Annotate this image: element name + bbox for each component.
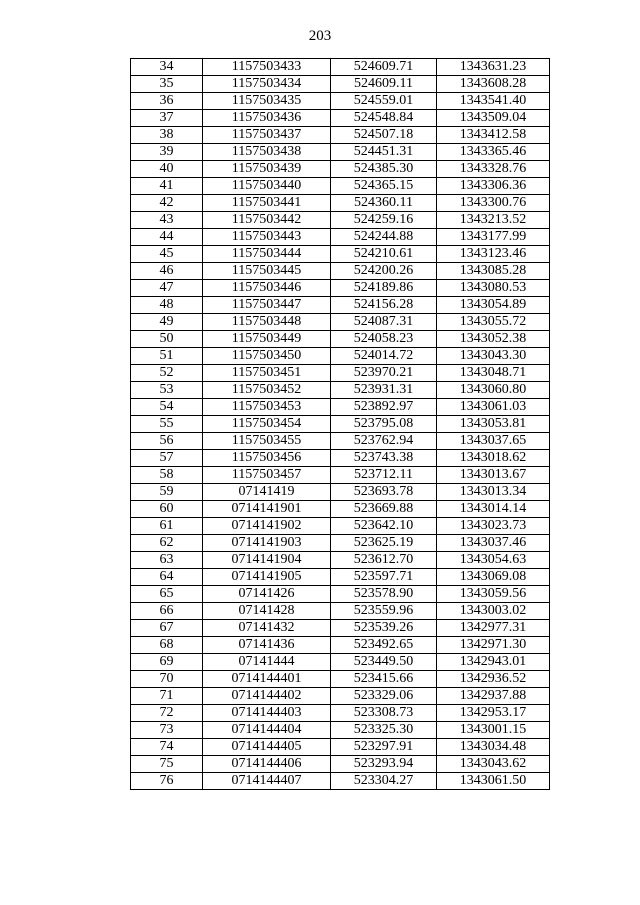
point-id-cell: 1157503455 <box>203 433 331 450</box>
table-row <box>131 195 550 212</box>
y-coordinate-cell: 1342937.88 <box>437 688 550 705</box>
y-coordinate-cell: 1343061.50 <box>437 773 550 790</box>
row-number-cell: 64 <box>131 569 203 586</box>
table-row <box>131 399 550 416</box>
y-coordinate-cell: 1343014.14 <box>437 501 550 518</box>
row-number-cell: 53 <box>131 382 203 399</box>
point-id-cell: 1157503440 <box>203 178 331 195</box>
x-coordinate-cell: 524609.11 <box>331 76 437 93</box>
table-row <box>131 229 550 246</box>
point-id-cell: 07141436 <box>203 637 331 654</box>
table-row <box>131 620 550 637</box>
table-row <box>131 416 550 433</box>
y-coordinate-cell: 1343003.02 <box>437 603 550 620</box>
x-coordinate-cell: 523308.73 <box>331 705 437 722</box>
table-row <box>131 110 550 127</box>
table-row <box>131 756 550 773</box>
y-coordinate-cell: 1343631.23 <box>437 59 550 76</box>
y-coordinate-cell: 1342943.01 <box>437 654 550 671</box>
table-row <box>131 501 550 518</box>
table-row <box>131 467 550 484</box>
y-coordinate-cell: 1343048.71 <box>437 365 550 382</box>
table-row <box>131 654 550 671</box>
row-number-cell: 73 <box>131 722 203 739</box>
x-coordinate-cell: 523597.71 <box>331 569 437 586</box>
x-coordinate-cell: 524244.88 <box>331 229 437 246</box>
y-coordinate-cell: 1342977.31 <box>437 620 550 637</box>
y-coordinate-cell: 1343013.67 <box>437 467 550 484</box>
x-coordinate-cell: 523415.66 <box>331 671 437 688</box>
point-id-cell: 1157503437 <box>203 127 331 144</box>
table-row <box>131 569 550 586</box>
y-coordinate-cell: 1343060.80 <box>437 382 550 399</box>
row-number-cell: 37 <box>131 110 203 127</box>
point-id-cell: 07141426 <box>203 586 331 603</box>
row-number-cell: 59 <box>131 484 203 501</box>
x-coordinate-cell: 524385.30 <box>331 161 437 178</box>
x-coordinate-cell: 523795.08 <box>331 416 437 433</box>
x-coordinate-cell: 524014.72 <box>331 348 437 365</box>
x-coordinate-cell: 524559.01 <box>331 93 437 110</box>
y-coordinate-cell: 1343365.46 <box>437 144 550 161</box>
y-coordinate-cell: 1343412.58 <box>437 127 550 144</box>
row-number-cell: 57 <box>131 450 203 467</box>
point-id-cell: 1157503448 <box>203 314 331 331</box>
y-coordinate-cell: 1343059.56 <box>437 586 550 603</box>
point-id-cell: 1157503450 <box>203 348 331 365</box>
table-row <box>131 297 550 314</box>
x-coordinate-cell: 523492.65 <box>331 637 437 654</box>
table-row <box>131 671 550 688</box>
row-number-cell: 72 <box>131 705 203 722</box>
point-id-cell: 1157503433 <box>203 59 331 76</box>
point-id-cell: 0714141902 <box>203 518 331 535</box>
row-number-cell: 76 <box>131 773 203 790</box>
row-number-cell: 74 <box>131 739 203 756</box>
table-row <box>131 280 550 297</box>
table-row <box>131 637 550 654</box>
y-coordinate-cell: 1343043.30 <box>437 348 550 365</box>
x-coordinate-cell: 523539.26 <box>331 620 437 637</box>
table-row <box>131 365 550 382</box>
point-id-cell: 1157503446 <box>203 280 331 297</box>
point-id-cell: 1157503442 <box>203 212 331 229</box>
table-row <box>131 773 550 790</box>
y-coordinate-cell: 1343300.76 <box>437 195 550 212</box>
point-id-cell: 0714141905 <box>203 569 331 586</box>
table-row <box>131 603 550 620</box>
x-coordinate-cell: 523297.91 <box>331 739 437 756</box>
x-coordinate-cell: 524360.11 <box>331 195 437 212</box>
table-row <box>131 144 550 161</box>
row-number-cell: 52 <box>131 365 203 382</box>
y-coordinate-cell: 1343054.89 <box>437 297 550 314</box>
y-coordinate-cell: 1343177.99 <box>437 229 550 246</box>
point-id-cell: 1157503454 <box>203 416 331 433</box>
point-id-cell: 0714144406 <box>203 756 331 773</box>
point-id-cell: 1157503444 <box>203 246 331 263</box>
table-row <box>131 535 550 552</box>
table-row <box>131 127 550 144</box>
row-number-cell: 51 <box>131 348 203 365</box>
row-number-cell: 61 <box>131 518 203 535</box>
y-coordinate-cell: 1343509.04 <box>437 110 550 127</box>
point-id-cell: 1157503456 <box>203 450 331 467</box>
x-coordinate-cell: 523743.38 <box>331 450 437 467</box>
point-id-cell: 0714144402 <box>203 688 331 705</box>
x-coordinate-cell: 523612.70 <box>331 552 437 569</box>
row-number-cell: 75 <box>131 756 203 773</box>
row-number-cell: 63 <box>131 552 203 569</box>
table-row <box>131 59 550 76</box>
y-coordinate-cell: 1343023.73 <box>437 518 550 535</box>
y-coordinate-cell: 1343328.76 <box>437 161 550 178</box>
row-number-cell: 48 <box>131 297 203 314</box>
table-row <box>131 552 550 569</box>
row-number-cell: 62 <box>131 535 203 552</box>
table-row <box>131 161 550 178</box>
table-body <box>131 59 550 790</box>
table-row <box>131 212 550 229</box>
table-row <box>131 348 550 365</box>
point-id-cell: 1157503449 <box>203 331 331 348</box>
x-coordinate-cell: 523449.50 <box>331 654 437 671</box>
row-number-cell: 46 <box>131 263 203 280</box>
row-number-cell: 60 <box>131 501 203 518</box>
x-coordinate-cell: 523892.97 <box>331 399 437 416</box>
x-coordinate-cell: 523304.27 <box>331 773 437 790</box>
point-id-cell: 1157503441 <box>203 195 331 212</box>
table-row <box>131 246 550 263</box>
point-id-cell: 1157503451 <box>203 365 331 382</box>
row-number-cell: 47 <box>131 280 203 297</box>
x-coordinate-cell: 524365.15 <box>331 178 437 195</box>
table-row <box>131 263 550 280</box>
point-id-cell: 07141432 <box>203 620 331 637</box>
y-coordinate-cell: 1343013.34 <box>437 484 550 501</box>
row-number-cell: 38 <box>131 127 203 144</box>
page-number: 203 <box>308 28 332 44</box>
row-number-cell: 36 <box>131 93 203 110</box>
x-coordinate-cell: 524451.31 <box>331 144 437 161</box>
row-number-cell: 67 <box>131 620 203 637</box>
point-id-cell: 0714141904 <box>203 552 331 569</box>
x-coordinate-cell: 523931.31 <box>331 382 437 399</box>
y-coordinate-cell: 1343018.62 <box>437 450 550 467</box>
y-coordinate-cell: 1343001.15 <box>437 722 550 739</box>
y-coordinate-cell: 1342953.17 <box>437 705 550 722</box>
x-coordinate-cell: 524189.86 <box>331 280 437 297</box>
point-id-cell: 0714144404 <box>203 722 331 739</box>
point-id-cell: 0714144407 <box>203 773 331 790</box>
x-coordinate-cell: 523578.90 <box>331 586 437 603</box>
point-id-cell: 0714144405 <box>203 739 331 756</box>
table-row <box>131 722 550 739</box>
row-number-cell: 69 <box>131 654 203 671</box>
row-number-cell: 44 <box>131 229 203 246</box>
x-coordinate-cell: 524609.71 <box>331 59 437 76</box>
y-coordinate-cell: 1342936.52 <box>437 671 550 688</box>
row-number-cell: 55 <box>131 416 203 433</box>
y-coordinate-cell: 1343123.46 <box>437 246 550 263</box>
point-id-cell: 0714141903 <box>203 535 331 552</box>
y-coordinate-cell: 1343085.28 <box>437 263 550 280</box>
table-row <box>131 586 550 603</box>
coordinates-table <box>130 58 550 790</box>
table-row <box>131 76 550 93</box>
point-id-cell: 1157503439 <box>203 161 331 178</box>
x-coordinate-cell: 523762.94 <box>331 433 437 450</box>
point-id-cell: 1157503438 <box>203 144 331 161</box>
x-coordinate-cell: 524507.18 <box>331 127 437 144</box>
y-coordinate-cell: 1343069.08 <box>437 569 550 586</box>
table-row <box>131 450 550 467</box>
x-coordinate-cell: 523625.19 <box>331 535 437 552</box>
point-id-cell: 07141444 <box>203 654 331 671</box>
x-coordinate-cell: 524548.84 <box>331 110 437 127</box>
point-id-cell: 0714141901 <box>203 501 331 518</box>
y-coordinate-cell: 1342971.30 <box>437 637 550 654</box>
point-id-cell: 1157503457 <box>203 467 331 484</box>
row-number-cell: 65 <box>131 586 203 603</box>
row-number-cell: 58 <box>131 467 203 484</box>
table-row <box>131 433 550 450</box>
y-coordinate-cell: 1343080.53 <box>437 280 550 297</box>
row-number-cell: 39 <box>131 144 203 161</box>
x-coordinate-cell: 523642.10 <box>331 518 437 535</box>
point-id-cell: 1157503443 <box>203 229 331 246</box>
row-number-cell: 45 <box>131 246 203 263</box>
table-row <box>131 331 550 348</box>
x-coordinate-cell: 523293.94 <box>331 756 437 773</box>
table-row <box>131 484 550 501</box>
row-number-cell: 35 <box>131 76 203 93</box>
table-row <box>131 178 550 195</box>
point-id-cell: 1157503434 <box>203 76 331 93</box>
row-number-cell: 40 <box>131 161 203 178</box>
x-coordinate-cell: 523559.96 <box>331 603 437 620</box>
y-coordinate-cell: 1343541.40 <box>437 93 550 110</box>
table-row <box>131 688 550 705</box>
y-coordinate-cell: 1343054.63 <box>437 552 550 569</box>
row-number-cell: 50 <box>131 331 203 348</box>
x-coordinate-cell: 524200.26 <box>331 263 437 280</box>
point-id-cell: 0714144401 <box>203 671 331 688</box>
point-id-cell: 1157503453 <box>203 399 331 416</box>
point-id-cell: 1157503447 <box>203 297 331 314</box>
point-id-cell: 07141428 <box>203 603 331 620</box>
row-number-cell: 68 <box>131 637 203 654</box>
row-number-cell: 41 <box>131 178 203 195</box>
row-number-cell: 70 <box>131 671 203 688</box>
x-coordinate-cell: 523669.88 <box>331 501 437 518</box>
row-number-cell: 49 <box>131 314 203 331</box>
row-number-cell: 56 <box>131 433 203 450</box>
x-coordinate-cell: 524058.23 <box>331 331 437 348</box>
row-number-cell: 66 <box>131 603 203 620</box>
y-coordinate-cell: 1343037.46 <box>437 535 550 552</box>
y-coordinate-cell: 1343608.28 <box>437 76 550 93</box>
table-row <box>131 93 550 110</box>
x-coordinate-cell: 524087.31 <box>331 314 437 331</box>
table-row <box>131 705 550 722</box>
y-coordinate-cell: 1343061.03 <box>437 399 550 416</box>
y-coordinate-cell: 1343306.36 <box>437 178 550 195</box>
point-id-cell: 1157503452 <box>203 382 331 399</box>
x-coordinate-cell: 524210.61 <box>331 246 437 263</box>
row-number-cell: 34 <box>131 59 203 76</box>
x-coordinate-cell: 523693.78 <box>331 484 437 501</box>
point-id-cell: 07141419 <box>203 484 331 501</box>
y-coordinate-cell: 1343043.62 <box>437 756 550 773</box>
x-coordinate-cell: 523970.21 <box>331 365 437 382</box>
x-coordinate-cell: 523712.11 <box>331 467 437 484</box>
x-coordinate-cell: 524156.28 <box>331 297 437 314</box>
table-row <box>131 518 550 535</box>
point-id-cell: 1157503436 <box>203 110 331 127</box>
table-row <box>131 739 550 756</box>
point-id-cell: 0714144403 <box>203 705 331 722</box>
x-coordinate-cell: 523329.06 <box>331 688 437 705</box>
y-coordinate-cell: 1343034.48 <box>437 739 550 756</box>
point-id-cell: 1157503435 <box>203 93 331 110</box>
row-number-cell: 43 <box>131 212 203 229</box>
row-number-cell: 71 <box>131 688 203 705</box>
row-number-cell: 54 <box>131 399 203 416</box>
y-coordinate-cell: 1343037.65 <box>437 433 550 450</box>
table-row <box>131 314 550 331</box>
y-coordinate-cell: 1343052.38 <box>437 331 550 348</box>
point-id-cell: 1157503445 <box>203 263 331 280</box>
table-row <box>131 382 550 399</box>
y-coordinate-cell: 1343213.52 <box>437 212 550 229</box>
y-coordinate-cell: 1343053.81 <box>437 416 550 433</box>
y-coordinate-cell: 1343055.72 <box>437 314 550 331</box>
x-coordinate-cell: 524259.16 <box>331 212 437 229</box>
row-number-cell: 42 <box>131 195 203 212</box>
x-coordinate-cell: 523325.30 <box>331 722 437 739</box>
